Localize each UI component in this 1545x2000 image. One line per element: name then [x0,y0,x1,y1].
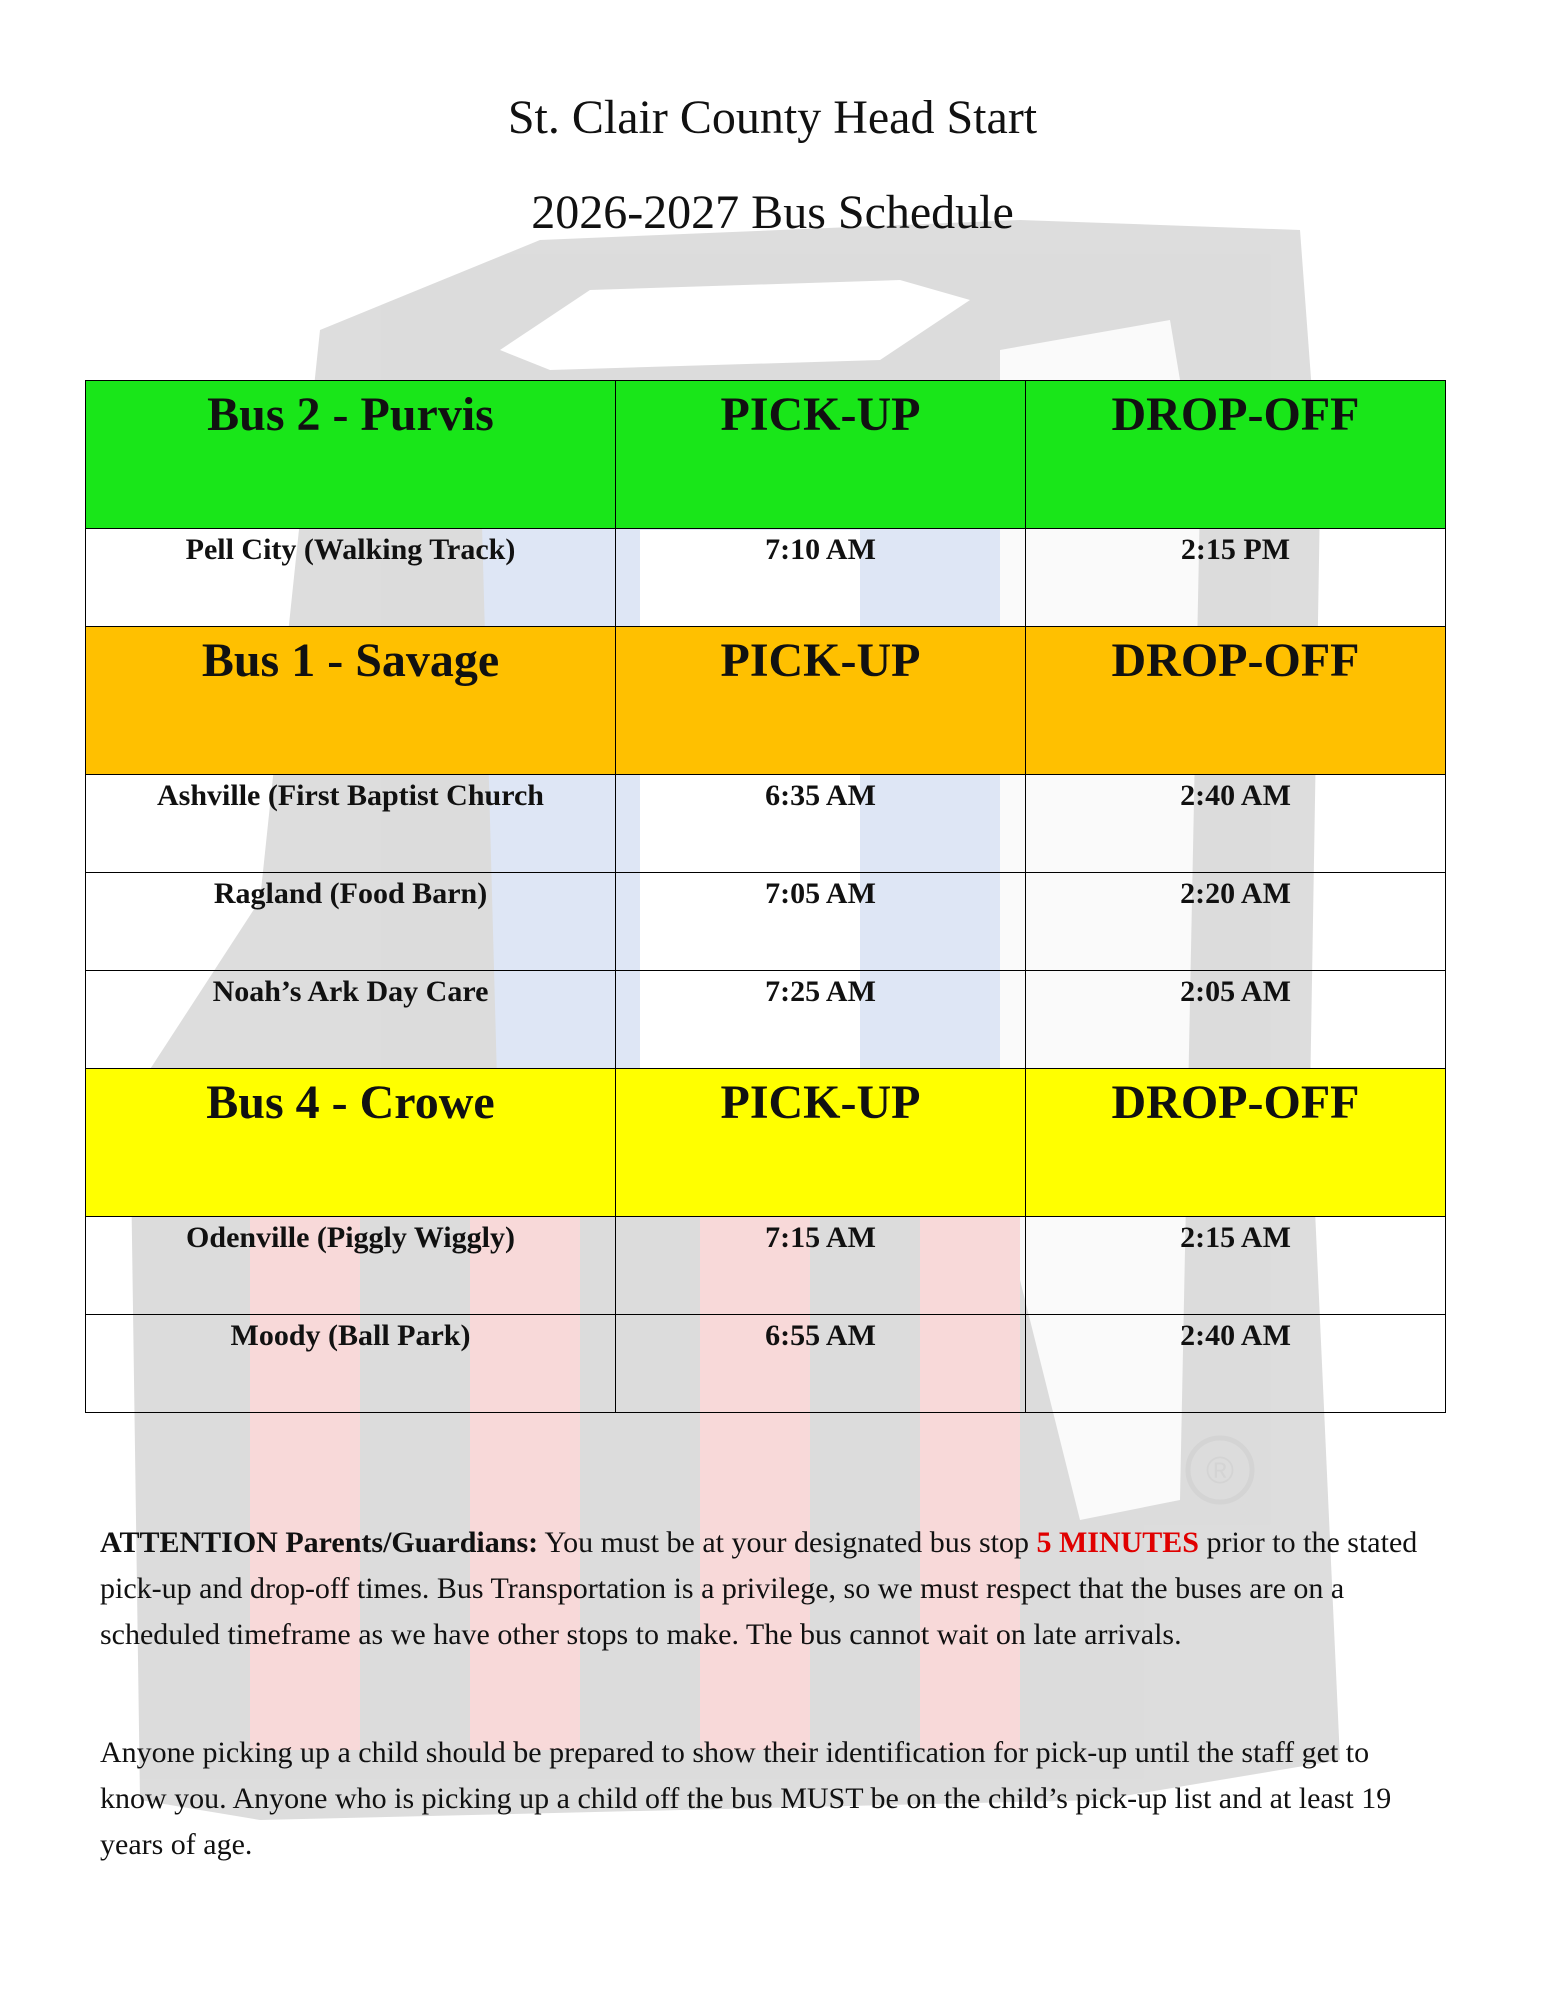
five-minutes-highlight: 5 MINUTES [1036,1526,1199,1559]
stop-row [86,1315,1446,1413]
attention-text-after: prior to the stated pick-up and drop-off times. Bus Transportation is a privilege, so we must respect that the buses are on a scheduled timeframe as we have other stops to make. The bus cannot wait on late arrivals. [100,1526,1418,1651]
dropoff-time: 2:15 AM [1180,1221,1291,1254]
dropoff-time: 2:20 AM [1180,877,1291,910]
bus-header-row [86,627,1446,775]
stop-row [86,1217,1446,1315]
stop-location: Ashville (First Baptist Church [157,779,544,812]
pickup-header: PICK-UP [720,388,921,441]
pickup-time: 6:55 AM [765,1319,876,1352]
dropoff-time: 2:15 PM [1180,533,1291,566]
pickup-header: PICK-UP [720,1076,921,1129]
stop-row [86,529,1446,627]
dropoff-time: 2:40 AM [1180,1319,1291,1352]
stop-location: Ragland (Food Barn) [213,877,488,910]
page-title: St. Clair County Head Start [507,91,1038,144]
stop-location: Odenville (Piggly Wiggly) [186,1221,515,1254]
dropoff-header: DROP-OFF [1111,1076,1360,1129]
stop-row [86,971,1446,1069]
bus-header-row [86,1069,1446,1217]
pickup-time: 6:35 AM [765,779,876,812]
pickup-time: 7:15 AM [765,1221,876,1254]
stop-location: Pell City (Walking Track) [185,533,516,566]
attention-text-before: You must be at your designated bus stop [538,1526,1037,1559]
attention-label: ATTENTION Parents/Guardians: [100,1526,539,1559]
pickup-header: PICK-UP [720,634,921,687]
dropoff-header: DROP-OFF [1111,388,1360,441]
page-subtitle: 2026-2027 Bus Schedule [531,186,1014,239]
bus-name: Bus 1 - Savage [201,634,500,687]
dropoff-time: 2:05 AM [1180,975,1291,1008]
stop-row [86,775,1446,873]
pickup-time: 7:05 AM [765,877,876,910]
pickup-time: 7:10 AM [765,533,876,566]
bus-name: Bus 4 - Crowe [206,1076,495,1129]
stop-row [86,873,1446,971]
bus-name: Bus 2 - Purvis [207,388,494,441]
stop-location: Noah’s Ark Day Care [212,975,489,1008]
pickup-time: 7:25 AM [765,975,876,1008]
identification-notice: Anyone picking up a child should be prepared to show their identification for pick-up until the staff get to know you. Anyone who is picking up a child off the bus MUST be on the child’s pick-up list and at least 19 years of age. [100,1736,1392,1861]
dropoff-time: 2:40 AM [1180,779,1291,812]
attention-notice [100,1520,1440,1658]
bus-schedule-table [85,380,1446,1413]
bus-header-row [86,381,1446,529]
registered-mark: ® [1206,1450,1234,1492]
dropoff-header: DROP-OFF [1111,634,1360,687]
stop-location: Moody (Ball Park) [230,1319,471,1352]
